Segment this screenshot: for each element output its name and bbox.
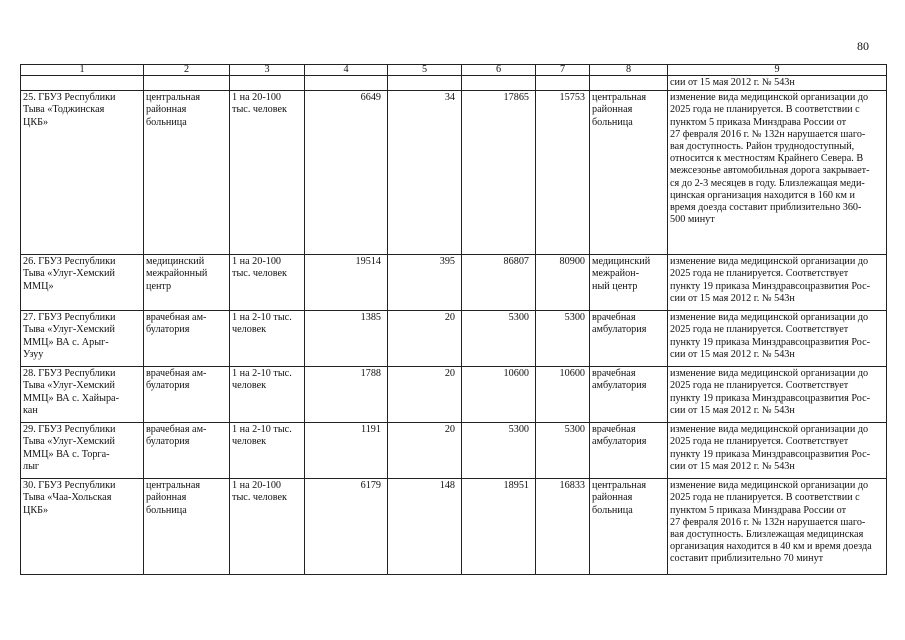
value-cell bbox=[536, 367, 590, 423]
value-cell bbox=[536, 479, 590, 575]
value-cell bbox=[305, 255, 388, 311]
value-cell bbox=[388, 311, 462, 367]
facility-name-cell bbox=[21, 255, 144, 311]
facility-name-cell bbox=[21, 479, 144, 575]
value-cell bbox=[305, 479, 388, 575]
column-header: 7 bbox=[536, 65, 590, 76]
value-cell bbox=[536, 423, 590, 479]
population-norm-cell bbox=[230, 367, 305, 423]
facility-type-target-cell bbox=[590, 91, 668, 255]
value-cell bbox=[462, 367, 536, 423]
value-cell-text: 18951 bbox=[503, 480, 529, 492]
value-cell bbox=[462, 479, 536, 575]
population-norm-cell-text: 1 на 2-10 тыс. человек bbox=[232, 368, 292, 392]
facility-type-cell bbox=[144, 311, 230, 367]
comment-cell bbox=[668, 311, 887, 367]
value-cell bbox=[536, 255, 590, 311]
page-number: 80 bbox=[857, 39, 869, 53]
value-cell-text: 17865 bbox=[503, 92, 529, 104]
facility-type-cell bbox=[144, 367, 230, 423]
facility-type-target-cell-text: врачебная амбулатория bbox=[592, 368, 647, 392]
facility-type-cell bbox=[144, 91, 230, 255]
facility-name-cell bbox=[21, 367, 144, 423]
column-header: 4 bbox=[305, 65, 388, 76]
value-cell-text: 6649 bbox=[360, 92, 381, 104]
value-cell-text: 86807 bbox=[503, 256, 529, 268]
value-cell-text: 80900 bbox=[559, 256, 585, 268]
value-cell bbox=[462, 91, 536, 255]
facility-type-target-cell-text: врачебная амбулатория bbox=[592, 424, 647, 448]
value-cell-text: 19514 bbox=[355, 256, 381, 268]
column-header: 2 bbox=[144, 65, 230, 76]
continuation-row bbox=[21, 76, 887, 91]
value-cell bbox=[305, 367, 388, 423]
value-cell-text: 10600 bbox=[503, 368, 529, 380]
population-norm-cell bbox=[230, 423, 305, 479]
table-row bbox=[21, 367, 887, 423]
facility-name-cell-text: 27. ГБУЗ Республики Тыва «Улуг-Хемский ММЦ» ВА с. Арыг- Узуу bbox=[23, 312, 116, 360]
facility-name-cell-text: 29. ГБУЗ Республики Тыва «Улуг-Хемский ММЦ» ВА с. Торга- лыг bbox=[23, 424, 116, 472]
facility-type-target-cell-text: медицинский межрайон- ный центр bbox=[592, 256, 651, 292]
value-cell-text: 10600 bbox=[559, 368, 585, 380]
facility-name-cell-text: 26. ГБУЗ Республики Тыва «Улуг-Хемский ММЦ» bbox=[23, 256, 116, 292]
value-cell bbox=[388, 423, 462, 479]
value-cell bbox=[388, 367, 462, 423]
facility-type-target-cell bbox=[590, 479, 668, 575]
facility-type-cell-text: врачебная ам- булатория bbox=[146, 368, 207, 392]
value-cell-text: 34 bbox=[444, 92, 455, 104]
facility-type-target-cell-text: центральная районная больница bbox=[592, 92, 647, 128]
column-header: 8 bbox=[590, 65, 668, 76]
value-cell-text: 1191 bbox=[361, 424, 381, 436]
facility-type-cell bbox=[144, 479, 230, 575]
value-cell-text: 5300 bbox=[508, 312, 529, 324]
comment-cell bbox=[668, 367, 887, 423]
facility-type-cell-text: центральная районная больница bbox=[146, 480, 201, 516]
facility-type-cell-text: центральная районная больница bbox=[146, 92, 201, 128]
comment-cell bbox=[668, 91, 887, 255]
value-cell bbox=[305, 423, 388, 479]
value-cell-text: 20 bbox=[444, 368, 455, 380]
facility-name-cell-text: 28. ГБУЗ Республики Тыва «Улуг-Хемский ММЦ» ВА с. Хайыра- кан bbox=[23, 368, 119, 416]
table-row bbox=[21, 311, 887, 367]
value-cell bbox=[388, 255, 462, 311]
comment-cell-text: изменение вида медицинской организации до 2025 года не планируется. Соответствует пункту 19 приказа Минздравсоцразвития Рос- сии от 15 мая 2012 г. № 543н bbox=[670, 368, 871, 416]
population-norm-cell-text: 1 на 20-100 тыс. человек bbox=[232, 256, 287, 280]
facility-type-target-cell bbox=[590, 423, 668, 479]
table-row bbox=[21, 423, 887, 479]
value-cell-text: 5300 bbox=[564, 312, 585, 324]
value-cell bbox=[462, 255, 536, 311]
facility-name-cell bbox=[21, 423, 144, 479]
comment-cell-text: изменение вида медицинской организации до 2025 года не планируется. В соответствии с пунктом 5 приказа Минздрава России от 27 февраля 2016 г. № 132н нарушается шаго- вая доступность. Близлежащая медицинская организация находится в 40 км и время доезда составит приблизительно 70 минут bbox=[670, 480, 872, 565]
value-cell bbox=[388, 479, 462, 575]
population-norm-cell-text: 1 на 20-100 тыс. человек bbox=[232, 480, 287, 504]
facility-name-cell-text: 25. ГБУЗ Республики Тыва «Тоджинская ЦКБ» bbox=[23, 92, 116, 128]
facility-type-target-cell-text: врачебная амбулатория bbox=[592, 312, 647, 336]
value-cell bbox=[536, 91, 590, 255]
continuation-text: сии от 15 мая 2012 г. № 543н bbox=[668, 76, 887, 91]
population-norm-cell-text: 1 на 2-10 тыс. человек bbox=[232, 312, 292, 336]
value-cell bbox=[462, 423, 536, 479]
table-row bbox=[21, 479, 887, 575]
facility-type-cell-text: медицинский межрайонный центр bbox=[146, 256, 208, 292]
table-row bbox=[21, 91, 887, 255]
document-table bbox=[20, 64, 887, 575]
facility-type-target-cell-text: центральная районная больница bbox=[592, 480, 647, 516]
comment-cell bbox=[668, 255, 887, 311]
value-cell-text: 5300 bbox=[564, 424, 585, 436]
facility-type-target-cell bbox=[590, 255, 668, 311]
value-cell-text: 1385 bbox=[360, 312, 381, 324]
facility-name-cell-text: 30. ГБУЗ Республики Тыва «Чаа-Хольская ЦКБ» bbox=[23, 480, 116, 516]
facility-name-cell bbox=[21, 311, 144, 367]
comment-cell bbox=[668, 479, 887, 575]
value-cell-text: 148 bbox=[439, 480, 455, 492]
value-cell-text: 5300 bbox=[508, 424, 529, 436]
comment-cell-text: изменение вида медицинской организации до 2025 года не планируется. Соответствует пункту 19 приказа Минздравсоцразвития Рос- сии от 15 мая 2012 г. № 543н bbox=[670, 424, 871, 472]
population-norm-cell bbox=[230, 311, 305, 367]
value-cell bbox=[462, 311, 536, 367]
facility-type-target-cell bbox=[590, 367, 668, 423]
comment-cell bbox=[668, 423, 887, 479]
facility-name-cell bbox=[21, 91, 144, 255]
facility-type-cell-text: врачебная ам- булатория bbox=[146, 424, 207, 448]
column-header: 6 bbox=[462, 65, 536, 76]
comment-cell-text: изменение вида медицинской организации до 2025 года не планируется. Соответствует пункту 19 приказа Минздравсоцразвития Рос- сии от 15 мая 2012 г. № 543н bbox=[670, 256, 871, 304]
population-norm-cell bbox=[230, 479, 305, 575]
value-cell-text: 15753 bbox=[559, 92, 585, 104]
population-norm-cell-text: 1 на 2-10 тыс. человек bbox=[232, 424, 292, 448]
facility-type-target-cell bbox=[590, 311, 668, 367]
population-norm-cell bbox=[230, 91, 305, 255]
value-cell bbox=[305, 91, 388, 255]
population-norm-cell-text: 1 на 20-100 тыс. человек bbox=[232, 92, 287, 116]
facility-type-cell bbox=[144, 423, 230, 479]
value-cell bbox=[305, 311, 388, 367]
comment-cell-text: изменение вида медицинской организации до 2025 года не планируется. В соответствии с пунктом 5 приказа Минздрава России от 27 февраля 2016 г. № 132н нарушается шаго- вая доступность. Район труднодоступный, относится к местностям Крайнего Севера. В межсезонье автомобильная дорога закрывает- ся до 2-3 месяцев в году. Близлежащая меди- цинская организация находится в 160 км и время доезда составит приблизительно 360- 500 минут bbox=[670, 92, 870, 226]
population-norm-cell bbox=[230, 255, 305, 311]
column-number-header bbox=[21, 65, 887, 76]
comment-cell-text: изменение вида медицинской организации до 2025 года не планируется. Соответствует пункту 19 приказа Минздравсоцразвития Рос- сии от 15 мая 2012 г. № 543н bbox=[670, 312, 871, 360]
column-header: 3 bbox=[230, 65, 305, 76]
value-cell-text: 395 bbox=[439, 256, 455, 268]
value-cell-text: 6179 bbox=[360, 480, 381, 492]
value-cell-text: 16833 bbox=[559, 480, 585, 492]
value-cell-text: 20 bbox=[444, 424, 455, 436]
value-cell-text: 20 bbox=[444, 312, 455, 324]
column-header: 1 bbox=[21, 65, 144, 76]
table-row bbox=[21, 255, 887, 311]
value-cell bbox=[536, 311, 590, 367]
value-cell-text: 1788 bbox=[360, 368, 381, 380]
value-cell bbox=[388, 91, 462, 255]
column-header: 5 bbox=[388, 65, 462, 76]
facility-type-cell-text: врачебная ам- булатория bbox=[146, 312, 207, 336]
column-header: 9 bbox=[668, 65, 887, 76]
facility-type-cell bbox=[144, 255, 230, 311]
